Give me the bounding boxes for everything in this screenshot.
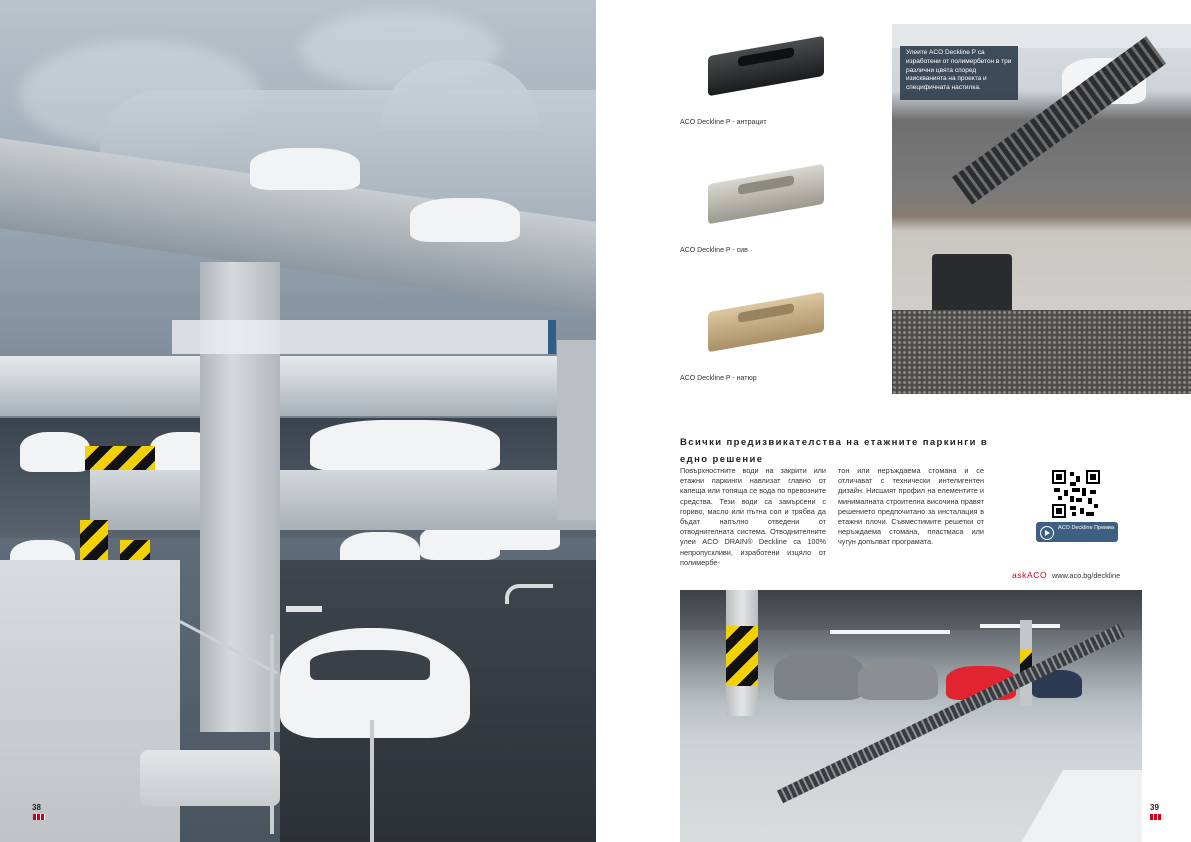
article-column-2: тон или неръждаема стомана и се отличават с технически интелигентен дизайн. Нисшият профил на елементите и минималната строителна височина правят решението предпочитано за инсталация в етажни плочи. Съвместимите решетки от неръждаема стомана, пластмаса или чугун допълват програмата.	[838, 466, 984, 547]
qr-code-icon[interactable]	[1052, 470, 1100, 518]
product-label-anthracite: ACO Deckline P - антрацит	[680, 119, 767, 126]
play-icon[interactable]	[1040, 526, 1054, 540]
page-number-mark-left	[33, 814, 45, 820]
product-image-natural	[708, 280, 824, 348]
askaco-logo: askACO	[1012, 570, 1048, 580]
photo-banner-accent	[548, 320, 556, 354]
page-number-left: 38	[32, 803, 41, 812]
underground-garage-image	[680, 590, 1142, 842]
aco-url-link[interactable]: www.aco.bg/deckline	[1052, 571, 1121, 580]
page-number-right: 39	[1150, 803, 1159, 812]
product-label-grey: ACO Deckline P - сив	[680, 247, 748, 254]
product-image-grey	[708, 152, 824, 220]
photo-banner	[172, 320, 556, 354]
product-label-natural: ACO Deckline P - натюр	[680, 375, 757, 382]
article-column-1: Повърхностните води на закрити или етажни паркинги навлизат главно от капеща или топяща се вода по превозните средства. Тези води са замърсени с гориво, масло или пътна сол и трябва да бъдат напълно отведени от отводнителната система. Отводнителните улеи ACO DRAIN® Deckline са 100% непропускливи, изработени изцяло от полимербе-	[680, 466, 826, 567]
product-image-anthracite	[708, 24, 824, 92]
drain-caption-text: Улеите ACO Deckline P са изработени от полимербетон в три различни цвята според изискванията на проекта и специфичната настилка.	[906, 49, 1012, 92]
page-number-mark-right	[1150, 814, 1162, 820]
article-heading: Всички предизвикателства на етажните паркинги в едно решение	[680, 437, 989, 465]
video-button-label: ACO Deckline Премиа	[1058, 525, 1115, 531]
